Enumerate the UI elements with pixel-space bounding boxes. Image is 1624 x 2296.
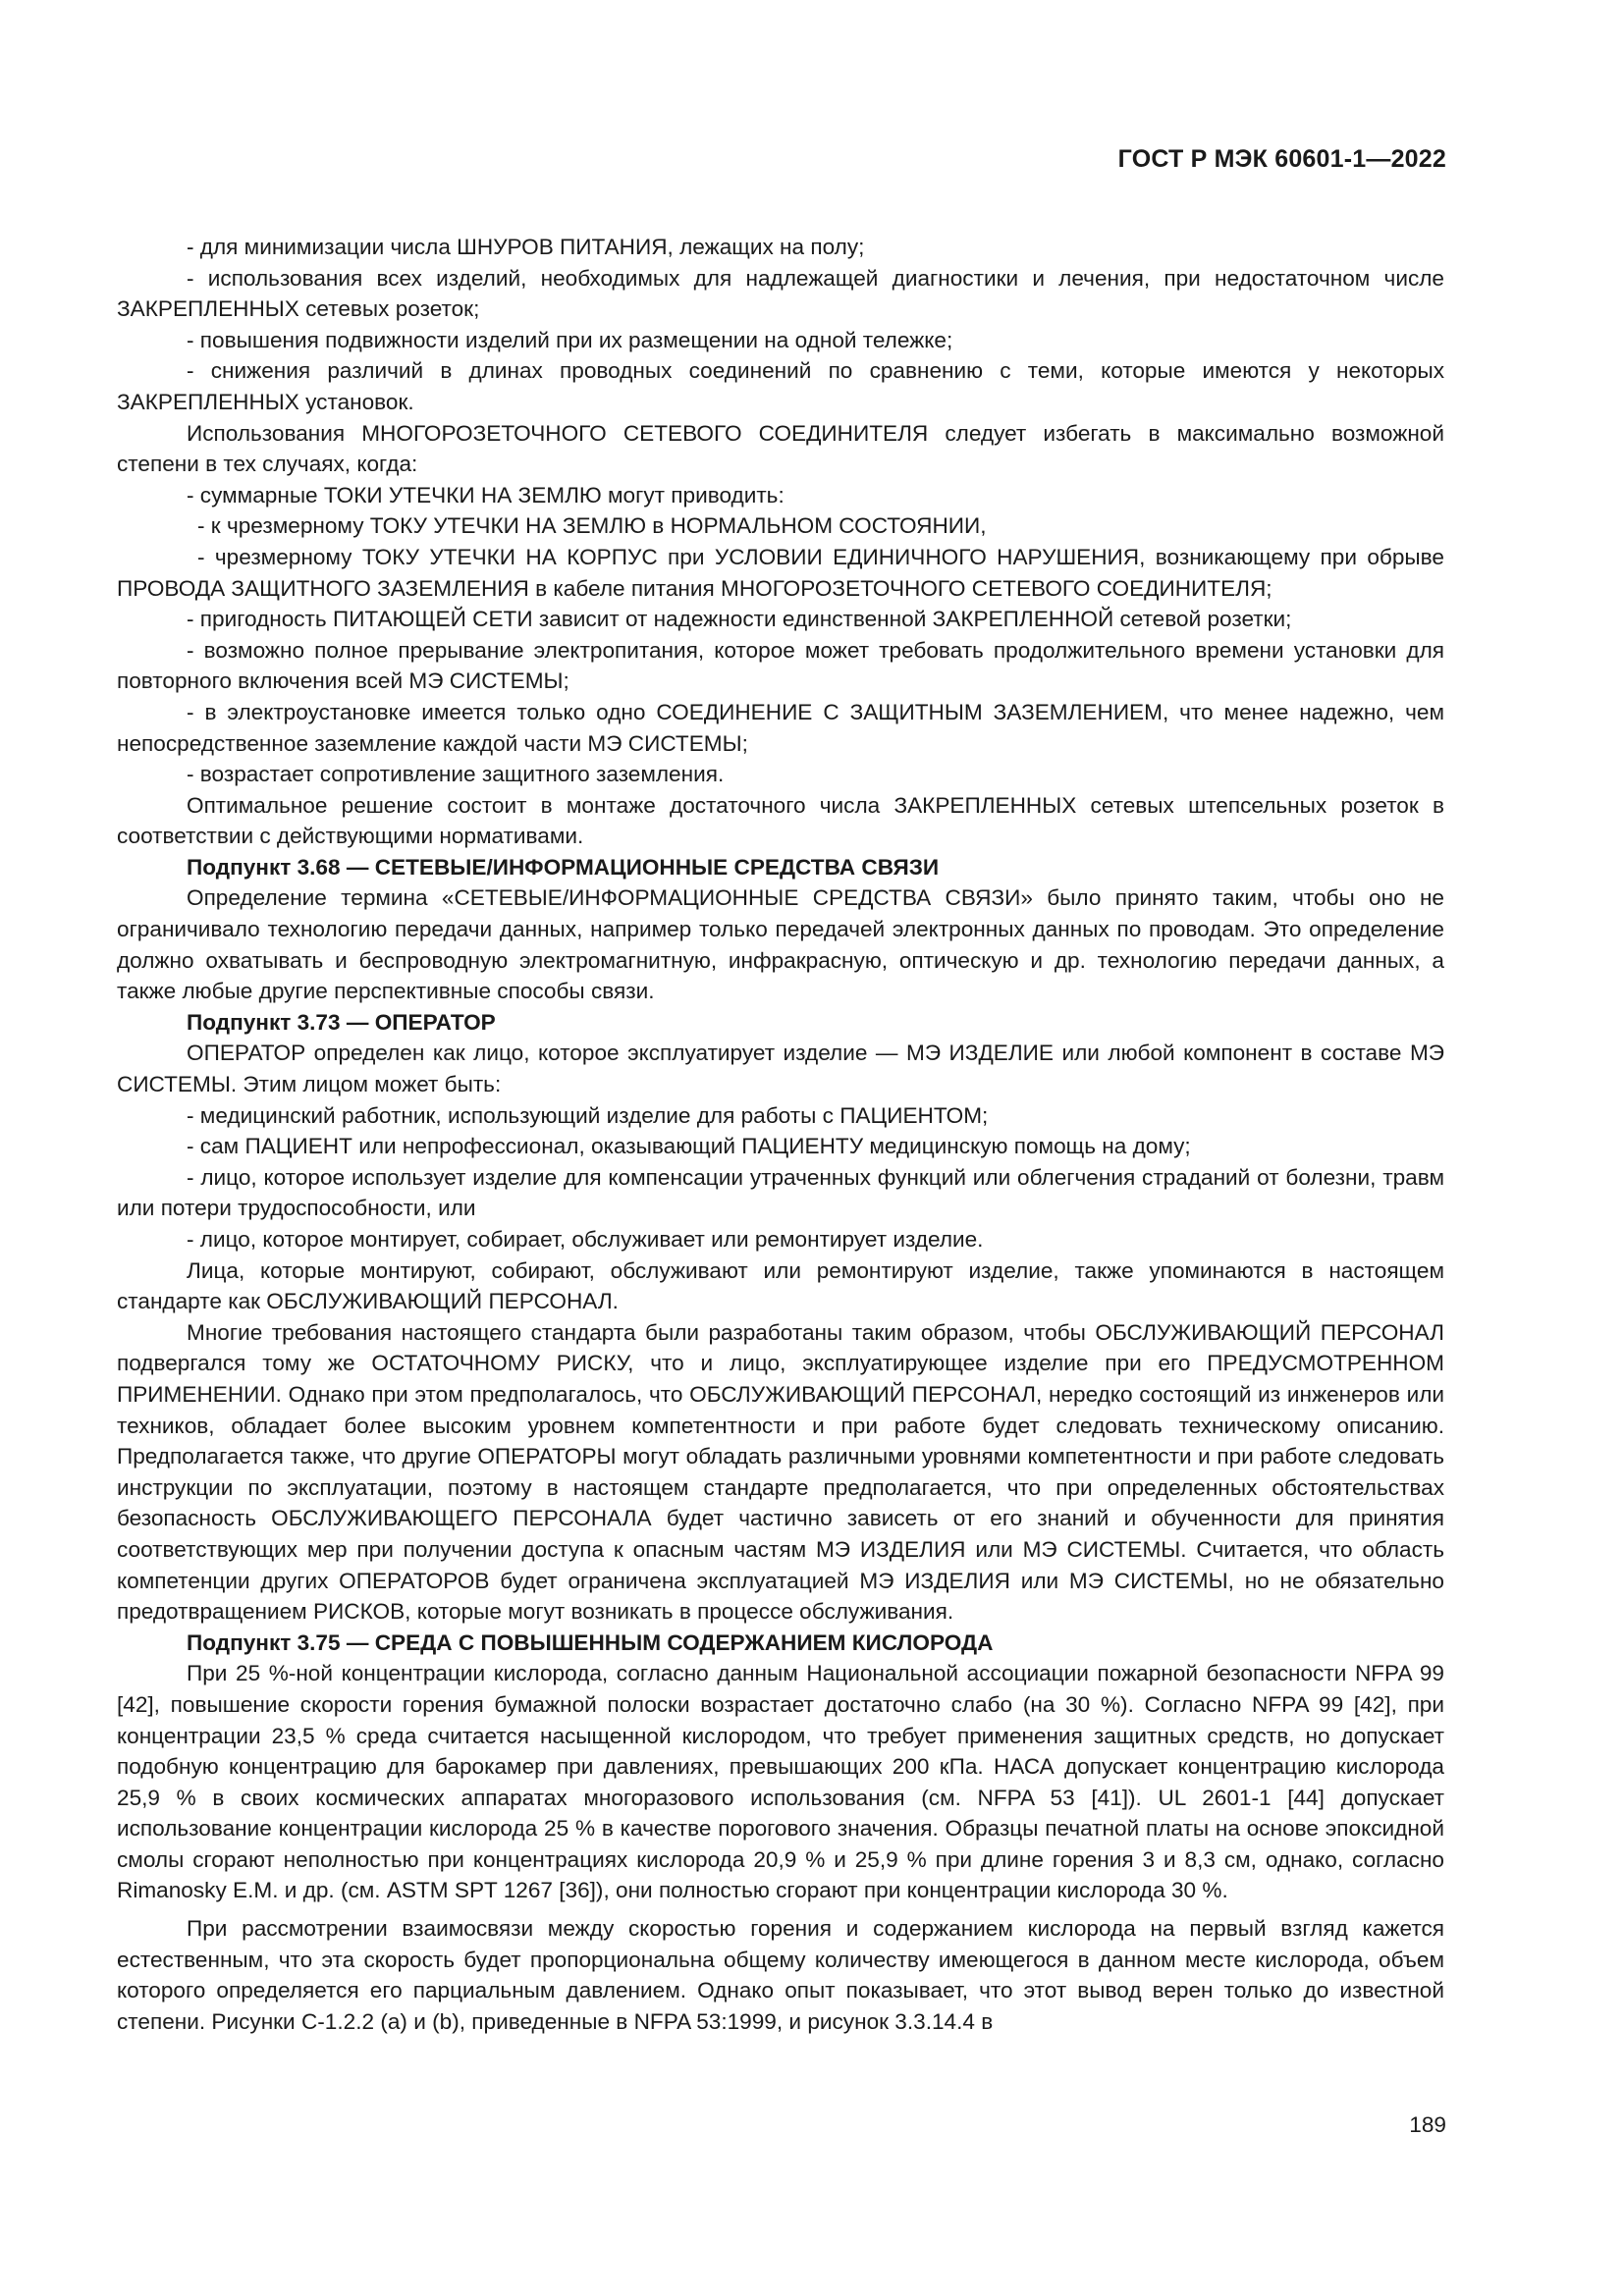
list-item: - лицо, которое использует изделие для компенсации утраченных функций или облегчения страданий от болезни, травм или потери трудоспособности, или bbox=[117, 1164, 1444, 1221]
list-item: - пригодность ПИТАЮЩЕЙ СЕТИ зависит от надежности единственной ЗАКРЕПЛЕННОЙ сетевой розетки; bbox=[187, 607, 1292, 632]
sub-list-item: - к чрезмерному ТОКУ УТЕЧКИ НА ЗЕМЛЮ в НОРМАЛЬНОМ СОСТОЯНИИ, bbox=[197, 513, 987, 539]
list-item: - возрастает сопротивление защитного заземления. bbox=[187, 762, 725, 787]
list-item: - возможно полное прерывание электропитания, которое может требовать продолжительного времени установки для повторного включения всей МЭ СИСТЕМЫ; bbox=[117, 637, 1444, 694]
list-item: - суммарные ТОКИ УТЕЧКИ НА ЗЕМЛЮ могут приводить: bbox=[187, 482, 785, 507]
paragraph: При рассмотрении взаимосвязи между скоростью горения и содержанием кислорода на первый взгляд кажется естественным, что эта скорость будет пропорциональна общему количеству имеющегося в данном месте кислорода, объем которого определяется его парциальным давлением. Однако опыт показывает, что этот вывод верен только до известной степени. Рисунки C-1.2.2 (a) и (b), приведенные в NFPA 53:1999, и рисунок 3.3.14.4 в bbox=[117, 1916, 1444, 2034]
paragraph: Многие требования настоящего стандарта были разработаны таким образом, чтобы ОБСЛУЖИВАЮЩИЙ ПЕРСОНАЛ подвергался тому же ОСТАТОЧНОМУ РИСКУ, что и лицо, эксплуатирующее изделие при его ПРЕДУСМОТРЕННОМ ПРИМЕНЕНИИ. Однако при этом предполагалось, что ОБСЛУЖИВАЮЩИЙ ПЕРСОНАЛ, нередко состоящий из инженеров или техников, обладает более высоким уровнем компетентности и при работе будет следовать техническому описанию. Предполагается также, что другие ОПЕРАТОРЫ могут обладать различными уровнями компетентности и при работе следовать инструкции по эксплуатации, поэтому в настоящем стандарте предполагается, что при определенных обстоятельствах безопасность ОБСЛУЖИВАЮЩЕГО ПЕРСОНАЛА будет частично зависеть от его знаний и обученности для принятия соответствующих мер при получении доступа к опасным частям МЭ ИЗДЕЛИЯ или МЭ СИСТЕМЫ. Считается, что область компетенции других ОПЕРАТОРОВ будет ограничена эксплуатацией МЭ ИЗДЕЛИЯ или МЭ СИСТЕМЫ, но не обязательно предотвращением РИСКОВ, которые могут возникать в процессе обслуживания. bbox=[117, 1319, 1444, 1625]
document-code-header: ГОСТ Р МЭК 60601-1—2022 bbox=[1117, 145, 1446, 173]
list-item: - лицо, которое монтирует, собирает, обслуживает или ремонтирует изделие. bbox=[187, 1227, 984, 1252]
list-item: - медицинский работник, использующий изделие для работы с ПАЦИЕНТОМ; bbox=[187, 1102, 989, 1128]
list-item: - сам ПАЦИЕНТ или непрофессионал, оказывающий ПАЦИЕНТУ медицинскую помощь на дому; bbox=[187, 1134, 1191, 1159]
paragraph: Оптимальное решение состоит в монтаже достаточного числа ЗАКРЕПЛЕННЫХ сетевых штепсельных розеток в соответствии с действующими нормативами. bbox=[117, 792, 1444, 849]
paragraph: ОПЕРАТОР определен как лицо, которое эксплуатирует изделие — МЭ ИЗДЕЛИЕ или любой компонент в составе МЭ СИСТЕМЫ. Этим лицом может быть: bbox=[117, 1041, 1444, 1097]
sub-list-item: - чрезмерному ТОКУ УТЕЧКИ НА КОРПУС при УСЛОВИИ ЕДИНИЧНОГО НАРУШЕНИЯ, возникающему при обрыве ПРОВОДА ЗАЩИТНОГО ЗАЗЕМЛЕНИЯ в кабеле питания МНОГОРОЗЕТОЧНОГО СЕТЕВОГО СОЕДИНИТЕЛЯ; bbox=[117, 544, 1444, 601]
section-heading: Подпункт 3.68 — СЕТЕВЫЕ/ИНФОРМАЦИОННЫЕ СРЕДСТВА СВЯЗИ bbox=[187, 854, 940, 880]
section-heading: Подпункт 3.75 — СРЕДА С ПОВЫШЕННЫМ СОДЕРЖАНИЕМ КИСЛОРОДА bbox=[187, 1629, 994, 1655]
list-item: - в электроустановке имеется только одно СОЕДИНЕНИЕ С ЗАЩИТНЫМ ЗАЗЕМЛЕНИЕМ, что менее надежно, чем непосредственное заземление каждой части МЭ СИСТЕМЫ; bbox=[117, 699, 1444, 756]
paragraph: Определение термина «СЕТЕВЫЕ/ИНФОРМАЦИОННЫЕ СРЕДСТВА СВЯЗИ» было принято таким, чтобы оно не ограничивало технологию передачи данных, например только передачей электронных данных по проводам. Это определение должно охватывать и беспроводную электромагнитную, инфракрасную, оптическую и др. технологию передачи данных, а также любые другие перспективные способы связи. bbox=[117, 885, 1444, 1004]
paragraph: Лица, которые монтируют, собирают, обслуживают или ремонтируют изделие, также упоминаются в настоящем стандарте как ОБСЛУЖИВАЮЩИЙ ПЕРСОНАЛ. bbox=[117, 1257, 1444, 1314]
list-item: - для минимизации числа ШНУРОВ ПИТАНИЯ, лежащих на полу; bbox=[187, 235, 865, 259]
list-item: - повышения подвижности изделий при их размещении на одной тележке; bbox=[187, 327, 953, 352]
paragraph: Использования МНОГОРОЗЕТОЧНОГО СЕТЕВОГО СОЕДИНИТЕЛЯ следует избегать в максимально возможной степени в тех случаях, когда: bbox=[117, 420, 1444, 477]
list-item: - снижения различий в длинах проводных соединений по сравнению с теми, которые имеются у некоторых ЗАКРЕПЛЕННЫХ установок. bbox=[117, 358, 1444, 414]
page-body bbox=[117, 232, 1444, 2037]
page-number: 189 bbox=[1409, 2112, 1446, 2137]
section-heading: Подпункт 3.73 — ОПЕРАТОР bbox=[187, 1009, 496, 1035]
list-item: - использования всех изделий, необходимых для надлежащей диагностики и лечения, при недостаточном числе ЗАКРЕПЛЕННЫХ сетевых розеток; bbox=[117, 265, 1444, 322]
paragraph: При 25 %-ной концентрации кислорода, согласно данным Национальной ассоциации пожарной безопасности NFPA 99 [42], повышение скорости горения бумажной полоски возрастает достаточно слабо (на 30 %). Согласно NFPA 99 [42], при концентрации 23,5 % среда считается насыщенной кислородом, что требует применения защитных средств, но допускает подобную концентрацию для барокамер при давлениях, превышающих 200 кПа. НАСА допускает концентрацию кислорода 25,9 % в своих космических аппаратах многоразового использования (см. NFPA 53 [41]). UL 2601-1 [44] допускает использование концентрации кислорода 25 % в качестве порогового значения. Образцы печатной платы на основе эпоксидной смолы сгорают неполностью при концентрациях кислорода 20,9 % и 25,9 % при длине горения 3 и 8,3 см, однако, согласно Rimanosky E.M. и др. (см. ASTM SPT 1267 [36]), они полностью сгорают при концентрации кислорода 30 %. bbox=[117, 1661, 1444, 1903]
